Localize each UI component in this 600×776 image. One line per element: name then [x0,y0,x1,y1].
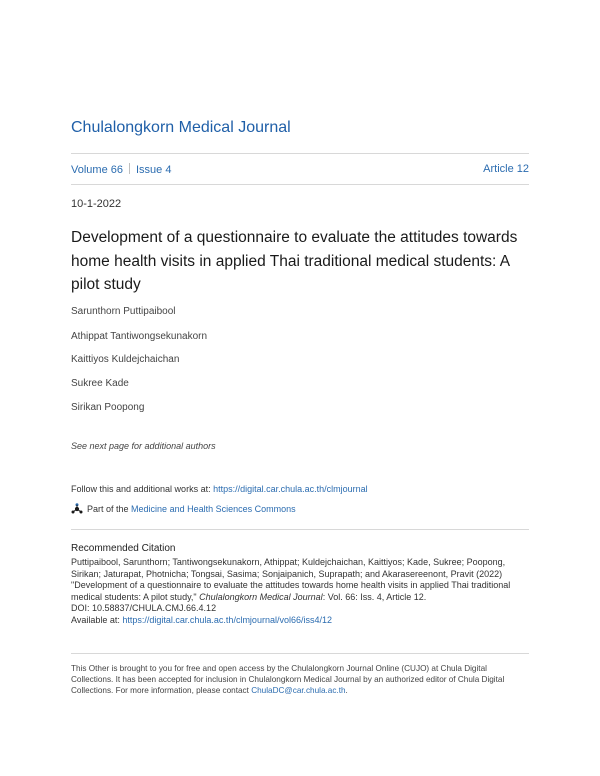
see-next-note: See next page for additional authors [71,441,216,451]
publication-date: 10-1-2022 [71,198,122,210]
commons-network-icon [71,503,83,515]
follow-line [71,484,368,494]
citation-body: Puttipaibool, Sarunthorn; Tantiwongsekunakorn, Athippat; Kuldejchaichan, Kaittiyos; Kade, Sukree; Poopong, Sirikan; Jaturapat, Photnicha; Tongsai, Sasima; Sonjaipanich, Suprapath; and Akarasereenont, Pravit (2022) "Development of a questionnaire to evaluate the attitudes towards home health visits in applied Thai traditional medical students: A pilot study," [71,557,511,602]
commons-link[interactable]: Medicine and Health Sciences Commons [131,504,296,514]
article-title-line-3: pilot study [71,276,141,293]
citation-volume: : Vol. 66: Iss. 4, Article 12. [322,591,427,602]
divider-citation [71,529,529,530]
part-of-prefix: Part of the [87,504,129,514]
article-title [71,226,531,297]
follow-link[interactable]: https://digital.car.chula.ac.th/clmjournal [213,484,368,494]
available-label: Available at: [71,614,123,625]
article-link[interactable]: Article 12 [483,163,529,175]
recommended-citation-heading: Recommended Citation [71,543,176,554]
divider-top [71,153,529,154]
citation-available [71,615,531,627]
article-title-line-1: Development of a questionnaire to evaluate the attitudes towards [71,229,518,246]
author-4: Sukree Kade [71,378,129,389]
volume-issue-row [71,163,529,176]
author-5: Sirikan Poopong [71,402,145,413]
issue-link[interactable]: Issue 4 [135,164,172,176]
article-title-line-2: home health visits in applied Thai traditional medical students: A [71,252,511,270]
journal-title[interactable]: Chulalongkorn Medical Journal [71,119,291,136]
volume-link[interactable]: Volume 66 [71,164,123,176]
access-end: . [345,686,348,695]
divider-volume [71,184,529,185]
author-3: Kaittiyos Kuldejchaichan [71,354,180,365]
citation-block [71,557,531,626]
citation-journal: Chulalongkorn Medical Journal [199,591,323,602]
part-of-line [71,503,296,515]
separator [129,163,130,174]
author-1: Sarunthorn Puttipaibool [71,306,176,317]
divider-footer [71,653,529,654]
author-2: Athippat Tantiwongsekunakorn [71,331,208,342]
citation-doi: DOI: 10.58837/CHULA.CMJ.66.4.12 [71,603,217,613]
access-text: This Other is brought to you for free and open access by the Chulalongkorn Journal Online (CUJO) at Chula Digital Collections. It has been accepted for inclusion in Chulalongkorn Medical Journal by an authorized editor of Chula Digital Collections. For more information, please contact [71,664,505,695]
contact-email-link[interactable]: ChulaDC@car.chula.ac.th [251,686,346,695]
access-statement [71,663,531,696]
available-link[interactable]: https://digital.car.chula.ac.th/clmjournal/vol66/iss4/12 [122,614,332,625]
citation-text [71,557,531,603]
follow-text: Follow this and additional works at: [71,484,214,494]
